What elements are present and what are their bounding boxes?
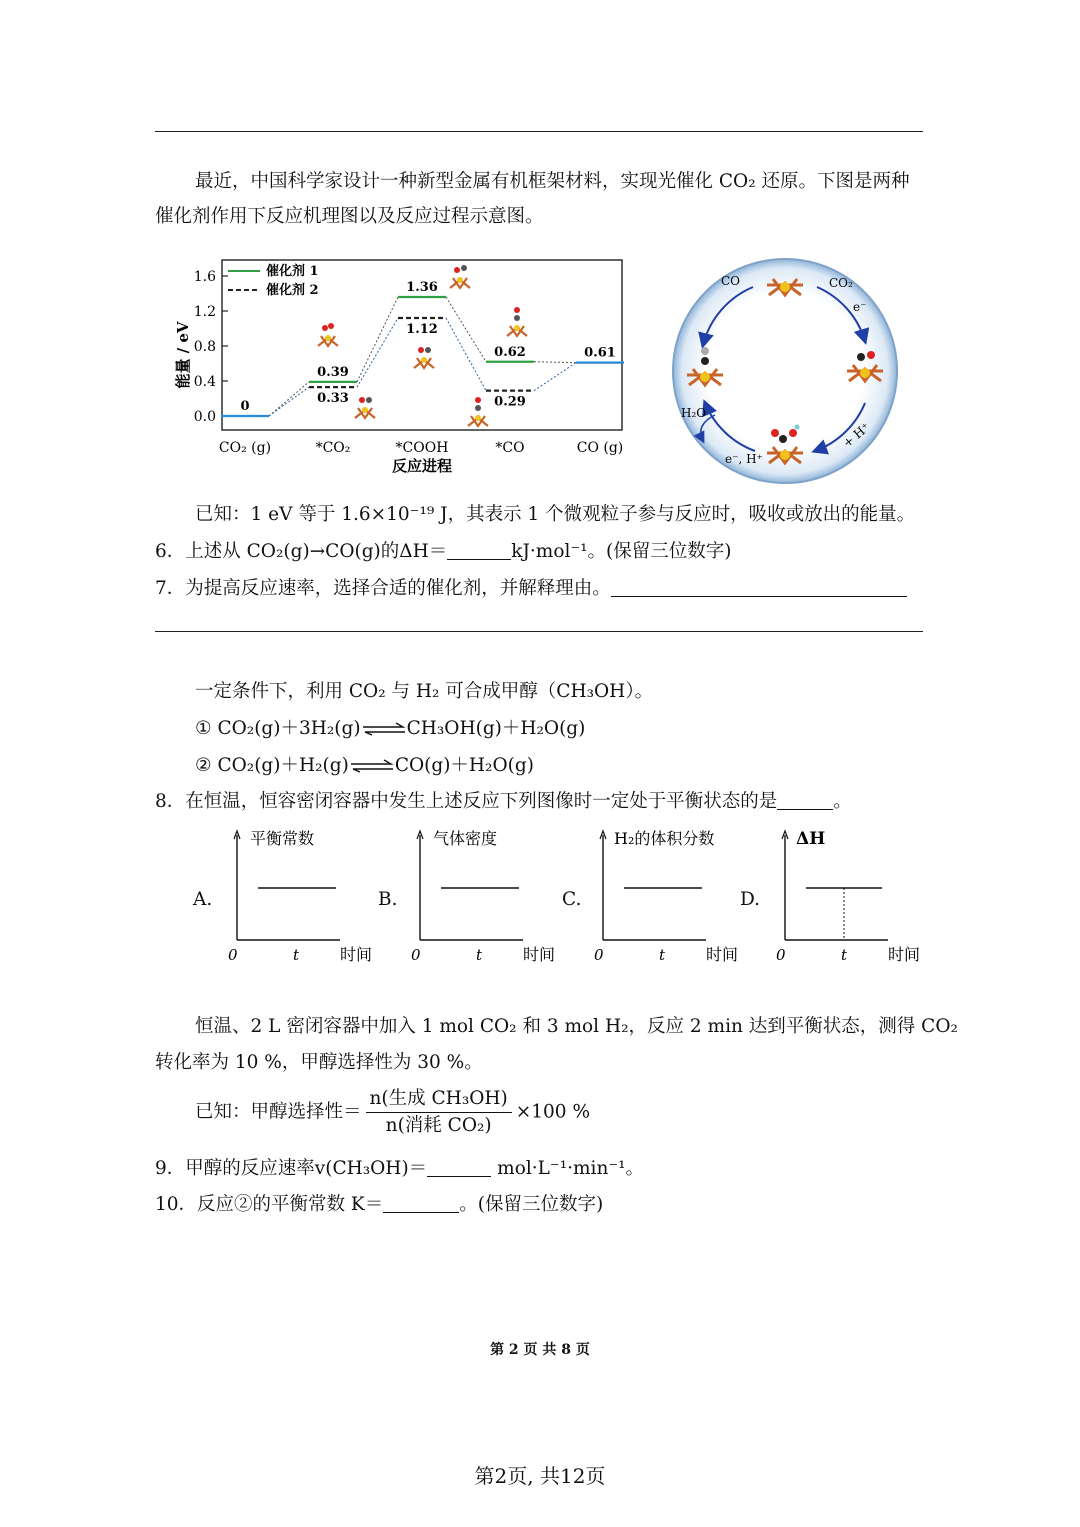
formula-prefix: 已知：甲醇选择性＝ <box>195 1101 362 1123</box>
cycle-label-co2: CO₂ <box>829 276 853 290</box>
connector-line <box>534 362 576 363</box>
connector-line <box>269 387 309 416</box>
level-value-label: 0.62 <box>494 344 526 360</box>
x-tick-label: *CO <box>495 440 525 456</box>
section2-intro: 一定条件下，利用 CO₂ 与 H₂ 可合成甲醇（CH₃OH）。 <box>195 681 654 702</box>
cycle-label-h2o: H₂O <box>681 406 707 420</box>
option-b-letter: B. <box>378 889 398 910</box>
q8-answer-blank[interactable] <box>777 791 833 810</box>
option-b-title: 气体密度 <box>433 829 498 848</box>
molecule-coohb-icon <box>414 347 434 368</box>
connector-line <box>269 382 309 416</box>
y-tick-label: 0.0 <box>193 409 216 425</box>
legend-catalyst-1: 催化剂 1 <box>266 264 319 279</box>
question-10 <box>155 1193 603 1217</box>
selectivity-formula <box>195 1088 590 1137</box>
option-a-title: 平衡常数 <box>250 829 315 848</box>
question-9 <box>155 1157 644 1181</box>
x-tick-label: *COOH <box>395 440 449 456</box>
time-label: 时间 <box>888 945 921 964</box>
reaction-2-right: CO(g)＋H₂O(g) <box>394 755 534 776</box>
y-tick-label: 0.8 <box>193 339 216 355</box>
molecule-cooh-icon <box>450 265 470 288</box>
time-label: 时间 <box>340 945 373 964</box>
section3-line-2: 转化率为 10 %，甲醇选择性为 30 %。 <box>155 1052 483 1073</box>
q7-answer-blank[interactable] <box>611 578 907 597</box>
outer-page-number: 第2页, 共12页 <box>474 1464 606 1488</box>
section3-line-1: 恒温、2 L 密闭容器中加入 1 mol CO₂ 和 3 mol H₂，反应 2 min 达到平衡状态，测得 CO₂ <box>195 1016 958 1037</box>
intro-line-2: 催化剂作用下反应机理图以及反应过程示意图。 <box>155 206 544 227</box>
level-value-label: 1.36 <box>406 280 438 295</box>
origin-label: 0 <box>411 946 421 964</box>
cycle-label-co: CO <box>721 274 741 288</box>
option-d-graph[interactable] <box>768 825 928 970</box>
x-tick-label: CO (g) <box>576 440 624 456</box>
y-tick-label: 1.2 <box>193 304 216 320</box>
level-value-label: 0.33 <box>317 391 349 407</box>
x-tick-label: CO₂ (g) <box>218 440 272 456</box>
fraction-denominator: n(消耗 CO₂) <box>385 1115 492 1136</box>
option-c-letter: C. <box>562 889 582 910</box>
level-value-label: 0.29 <box>494 394 526 410</box>
q7-text: 7．为提高反应速率，选择合适的催化剂，并解释理由。 <box>155 578 611 599</box>
selectivity-fraction <box>366 1088 512 1137</box>
reaction-1-left: ① CO₂(g)＋3H₂(g) <box>195 718 361 739</box>
y-tick-label: 1.6 <box>193 269 216 285</box>
y-axis-label: 能量 / eV <box>174 321 192 389</box>
molecule-co2-icon <box>318 323 338 346</box>
reaction-1-right: CH₃OH(g)＋H₂O(g) <box>406 718 586 739</box>
time-label: 时间 <box>523 945 556 964</box>
q6-text: 6．上述从 CO₂(g)→CO(g)的ΔH＝ <box>155 541 448 562</box>
origin-label: 0 <box>594 946 604 964</box>
energy-diagram <box>160 250 640 485</box>
reaction-1 <box>195 717 585 741</box>
reaction-2 <box>195 754 534 778</box>
option-a-graph[interactable] <box>220 825 380 970</box>
level-value-label: 1.12 <box>406 322 438 337</box>
formula-suffix: ×100 % <box>515 1101 591 1123</box>
t-label: t <box>293 946 300 964</box>
connector-line <box>534 363 576 391</box>
x-axis-label: 反应进程 <box>391 457 453 475</box>
y-tick-label: 0.4 <box>193 374 216 390</box>
t-label: t <box>476 946 483 964</box>
q10-text: 10．反应②的平衡常数 K＝ <box>155 1194 384 1215</box>
equilibrium-arrow-icon <box>350 759 394 773</box>
level-value-label: 0 <box>240 399 250 414</box>
q9-unit: mol·L⁻¹·min⁻¹。 <box>497 1158 645 1179</box>
level-value-label: 0.39 <box>317 364 349 380</box>
option-d-title: ΔH <box>796 829 826 849</box>
option-c-graph[interactable] <box>586 825 746 970</box>
option-b-graph[interactable] <box>403 825 563 970</box>
fraction-numerator: n(生成 CH₃OH) <box>366 1088 512 1113</box>
option-a-letter: A. <box>193 889 213 910</box>
option-c-title: H₂的体积分数 <box>614 829 715 848</box>
top-rule <box>155 131 923 132</box>
equilibrium-arrow-icon <box>362 722 406 736</box>
legend-catalyst-2: 催化剂 2 <box>266 283 319 298</box>
question-8 <box>155 790 852 814</box>
molecule-cob-icon <box>468 397 488 426</box>
question-6 <box>155 540 732 564</box>
q8-end: 。 <box>833 791 852 812</box>
origin-label: 0 <box>228 946 238 964</box>
level-value-label: 0.61 <box>584 345 616 361</box>
molecule-co-icon <box>507 307 527 336</box>
q9-answer-blank[interactable] <box>427 1158 491 1177</box>
cycle-label-eh: e⁻, H⁺ <box>725 452 763 466</box>
connector-line <box>357 297 398 382</box>
q7-answer-line[interactable] <box>155 631 923 632</box>
origin-label: 0 <box>776 946 786 964</box>
known-ev: 已知：1 eV 等于 1.6×10⁻¹⁹ J，其表示 1 个微观粒子参与反应时，吸收或放出的能量。 <box>195 504 916 525</box>
cycle-label-h: + H⁺ <box>840 419 873 451</box>
reaction-cycle-diagram <box>665 255 905 487</box>
inner-page-number: 第 2 页 共 8 页 <box>490 1342 590 1358</box>
time-label: 时间 <box>706 945 739 964</box>
question-7 <box>155 577 907 601</box>
q10-answer-blank[interactable] <box>383 1194 459 1213</box>
q6-answer-blank[interactable] <box>447 541 511 560</box>
q9-text: 9．甲醇的反应速率v(CH₃OH)＝ <box>155 1158 428 1179</box>
intro-line-1: 最近，中国科学家设计一种新型金属有机框架材料，实现光催化 CO₂ 还原。下图是两种 <box>195 171 910 192</box>
cycle-label-e: e⁻ <box>853 300 867 314</box>
t-label: t <box>659 946 666 964</box>
q10-end: 。(保留三位数字) <box>459 1194 604 1215</box>
q6-unit: kJ·mol⁻¹。(保留三位数字) <box>511 541 732 562</box>
reaction-2-left: ② CO₂(g)＋H₂(g) <box>195 755 349 776</box>
x-tick-label: *CO₂ <box>315 440 351 456</box>
option-d-letter: D. <box>740 889 761 910</box>
t-label: t <box>841 946 848 964</box>
molecule-co2b-icon <box>355 397 375 418</box>
q8-text: 8．在恒温，恒容密闭容器中发生上述反应下列图像时一定处于平衡状态的是 <box>155 791 778 812</box>
connector-line <box>357 318 398 387</box>
